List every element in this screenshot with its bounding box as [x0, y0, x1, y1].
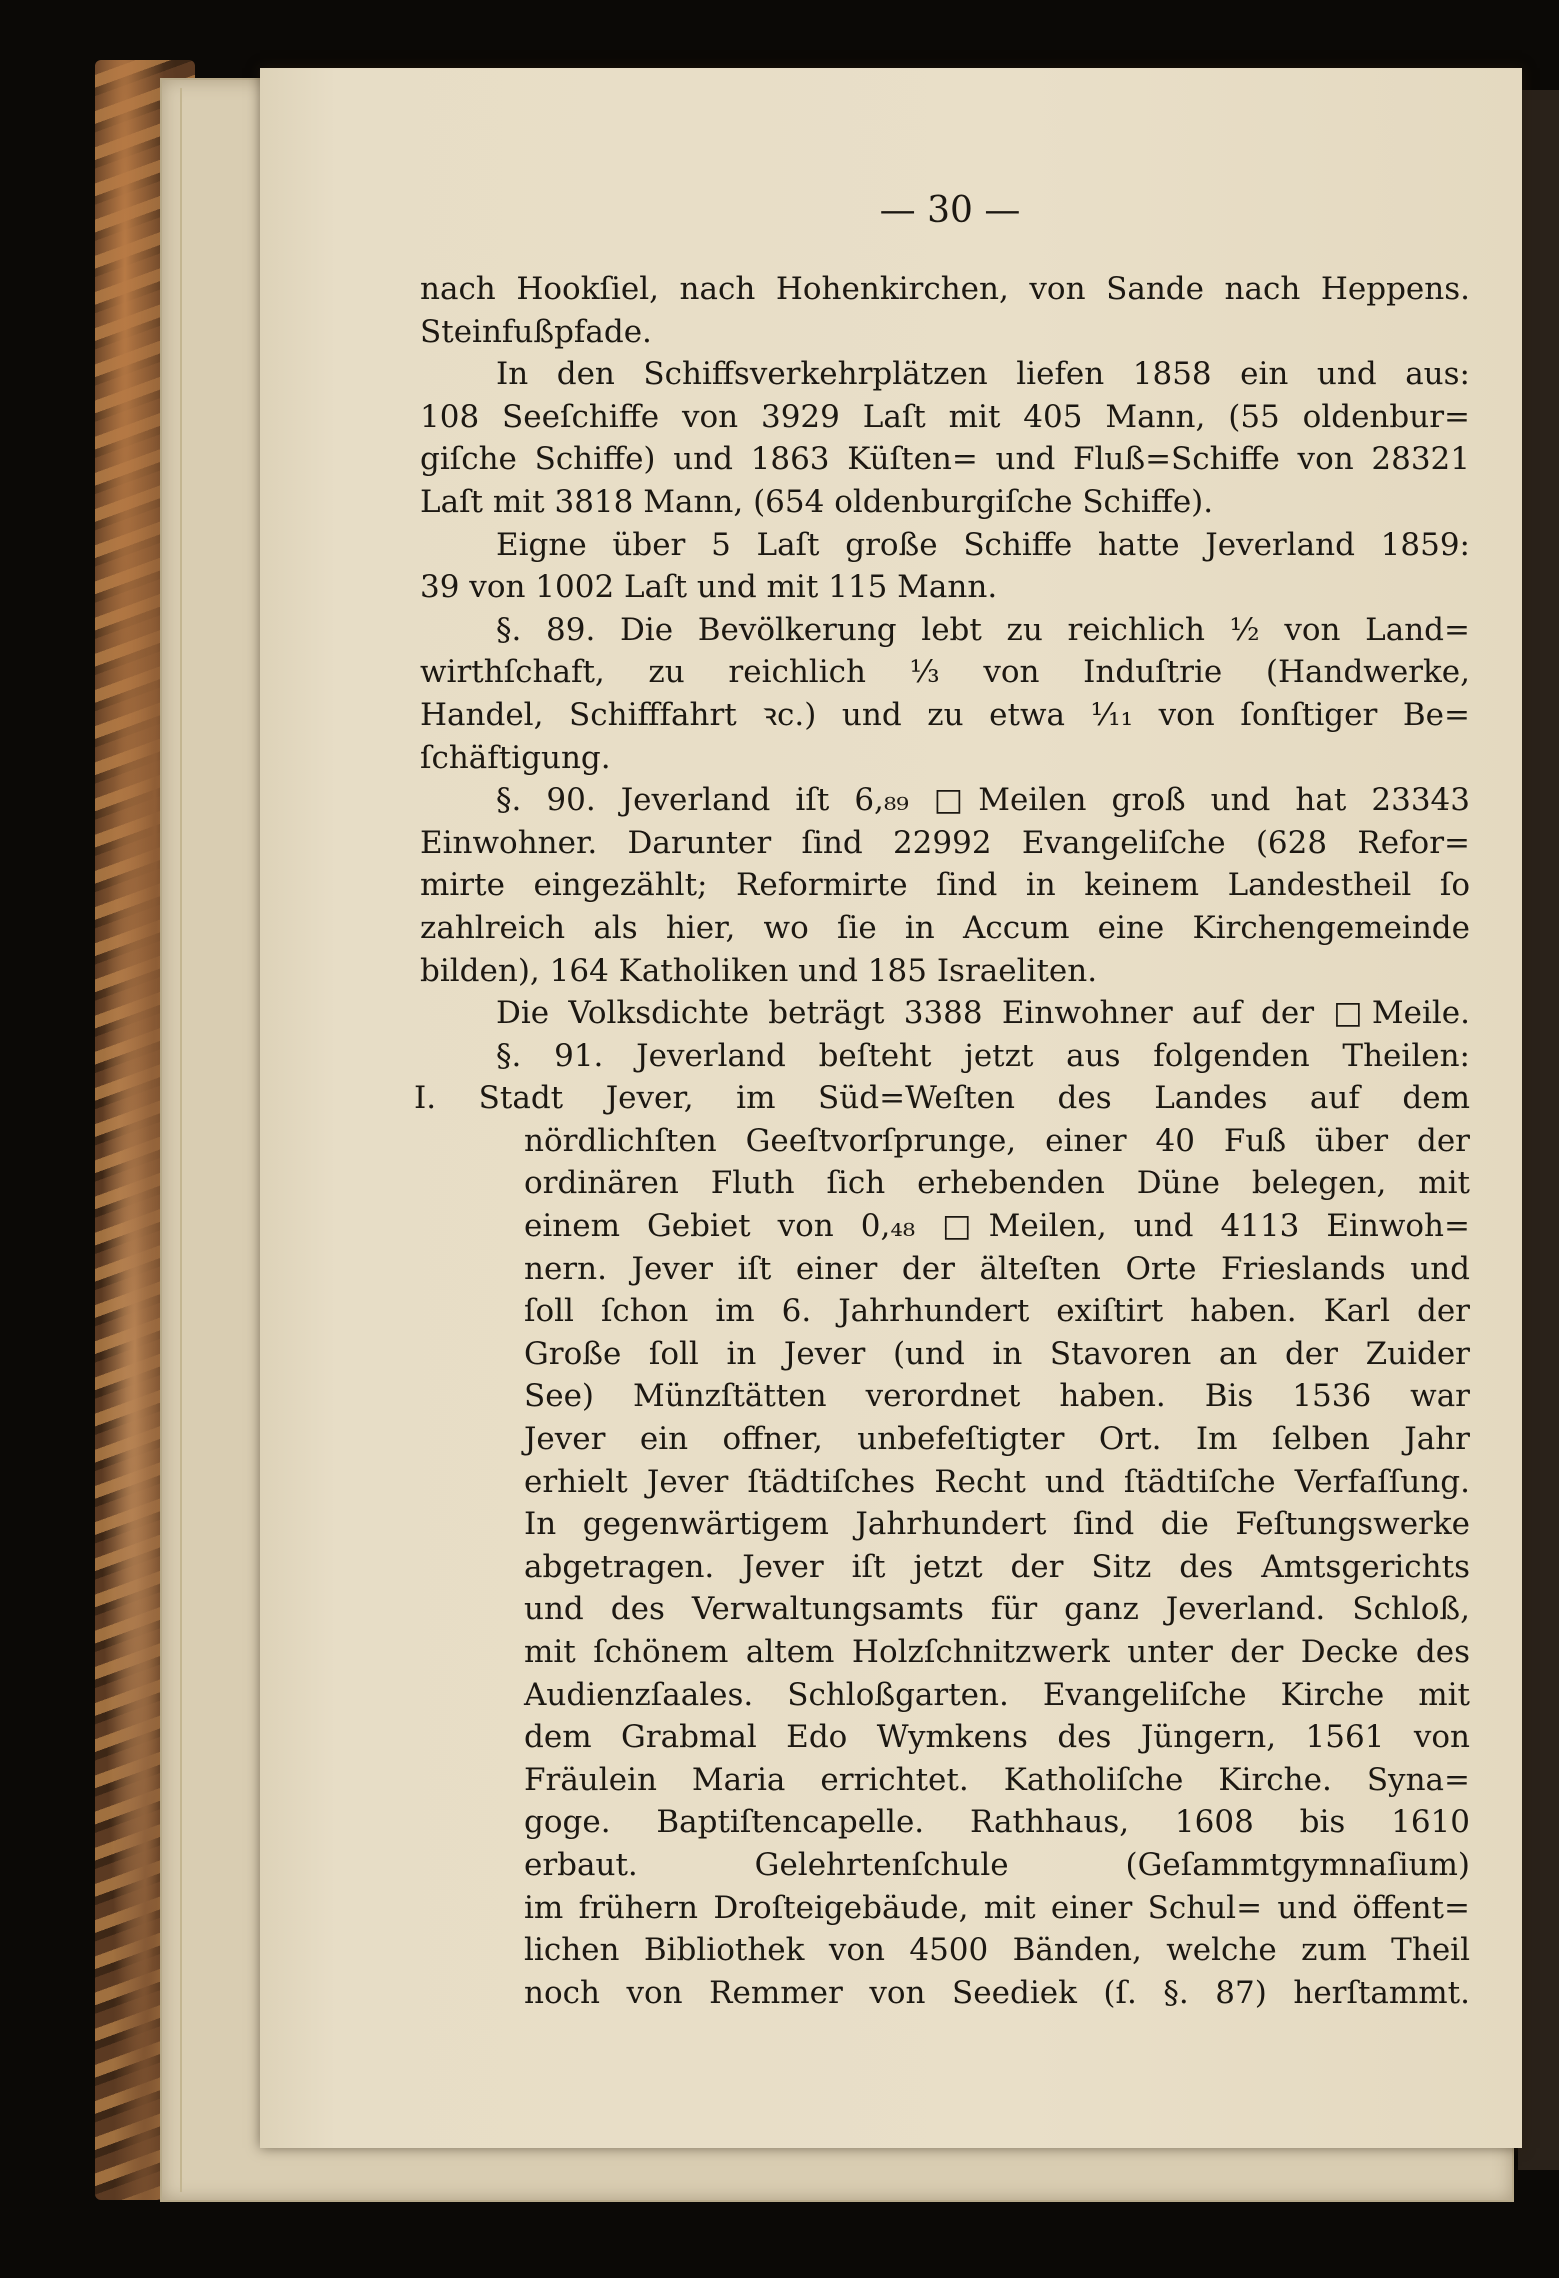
text-line: §. 91. Jeverland beſteht jetzt aus folgenden Theilen:	[496, 1037, 1470, 1074]
text-line: 108 Seeſchiffe von 3929 Laſt mit 405 Mann, (55 oldenbur=	[420, 398, 1470, 435]
text-line: noch von Remmer von Seediek (ſ. §. 87) herſtammt.	[524, 1974, 1470, 2011]
text-line: erbaut. Gelehrtenſchule (Geſammtgymnaſium)	[524, 1846, 1470, 1883]
text-line: Laſt mit 3818 Mann, (654 oldenburgiſche Schiffe).	[420, 483, 1214, 520]
text-line: giſche Schiffe) und 1863 Küſten= und Fluß=Schiffe von 28321	[420, 441, 1470, 478]
text-line: Audienzſaales. Schloßgarten. Evangeliſche Kirche mit	[524, 1676, 1470, 1713]
text-line: Große ſoll in Jever (und in Stavoren an der Zuider	[524, 1335, 1470, 1372]
page-number: — 30 —	[879, 190, 1021, 231]
text-line: Eigne über 5 Laſt große Schiffe hatte Jeverland 1859:	[496, 526, 1470, 563]
text-line: ordinären Fluth ſich erhebenden Düne belegen, mit	[524, 1165, 1470, 1202]
text-line: In gegenwärtigem Jahrhundert ſind die Feſtungswerke	[524, 1506, 1470, 1543]
text-line: ſoll ſchon im 6. Jahrhundert exiſtirt haben. Karl der	[524, 1293, 1470, 1330]
text-line: erhielt Jever ſtädtiſches Recht und ſtädtiſche Verfaſſung.	[524, 1463, 1470, 1500]
text-line: goge. Baptiſtencapelle. Rathhaus, 1608 bis 1610	[524, 1804, 1470, 1841]
text-line: lichen Bibliothek von 4500 Bänden, welche zum Theil	[524, 1932, 1470, 1969]
text-line: dem Grabmal Edo Wymkens des Jüngern, 1561 von	[524, 1719, 1470, 1756]
text-line: abgetragen. Jever iſt jetzt der Sitz des Amtsgerichts	[524, 1548, 1470, 1585]
text-line: mirte eingezählt; Reformirte ſind in keinem Landestheil ſo	[420, 867, 1470, 904]
text-line: 39 von 1002 Laſt und mit 115 Mann.	[420, 569, 998, 606]
text-line: nern. Jever iſt einer der älteſten Orte Frieslands und	[524, 1250, 1470, 1287]
text-line: §. 90. Jeverland iſt 6,₈₉ □Meilen groß und hat 23343	[496, 782, 1470, 819]
text-line: einem Gebiet von 0,₄₈ □Meilen, und 4113 Einwoh=	[524, 1208, 1470, 1245]
background-right	[1518, 90, 1559, 2170]
text-line: §. 89. Die Bevölkerung lebt zu reichlich ½ von Land=	[496, 611, 1470, 648]
text-line: wirthſchaft, zu reichlich ⅓ von Induſtrie (Handwerke,	[420, 654, 1470, 691]
text-line: zahlreich als hier, wo ſie in Accum eine Kirchengemeinde	[420, 909, 1470, 946]
text-line: Steinfußpfade.	[420, 313, 652, 350]
text-line: See) Münzſtätten verordnet haben. Bis 1536 war	[524, 1378, 1470, 1415]
text-line: Handel, Schifffahrt ꝛc.) und zu etwa ¹⁄₁₁ von ſonſtiger Be=	[420, 696, 1470, 733]
text-line: nach Hookſiel, nach Hohenkirchen, von Sande nach Heppens.	[420, 271, 1470, 307]
text-line: im frühern Droſteigebäude, mit einer Schul= und öffent=	[524, 1889, 1470, 1926]
text-line: mit ſchönem altem Holzſchnitzwerk unter der Decke des	[524, 1634, 1470, 1670]
text-line: und des Verwaltungsamts für ganz Jeverland. Schloß,	[524, 1591, 1470, 1628]
page-text	[414, 268, 1470, 2014]
text-line: Fräulein Maria errichtet. Katholiſche Kirche. Syna=	[524, 1761, 1470, 1798]
text-line: Die Volksdichte beträgt 3388 Einwohner auf der □Meile.	[496, 995, 1470, 1032]
text-line: Einwohner. Darunter ſind 22992 Evangeliſche (628 Refor=	[420, 824, 1470, 861]
text-line: I. Stadt Jever, im Süd=Weſten des Landes auf dem	[414, 1080, 1470, 1117]
text-line: bilden), 164 Katholiken und 185 Israeliten.	[420, 952, 1098, 989]
text-line: In den Schiffsverkehrplätzen liefen 1858 ein und aus:	[496, 356, 1470, 393]
text-line: ſchäftigung.	[420, 739, 611, 776]
text-line: nördlichſten Geeſtvorſprunge, einer 40 Fuß über der	[524, 1122, 1470, 1159]
text-line: Jever ein offner, unbefeſtigter Ort. Im ſelben Jahr	[524, 1421, 1470, 1458]
